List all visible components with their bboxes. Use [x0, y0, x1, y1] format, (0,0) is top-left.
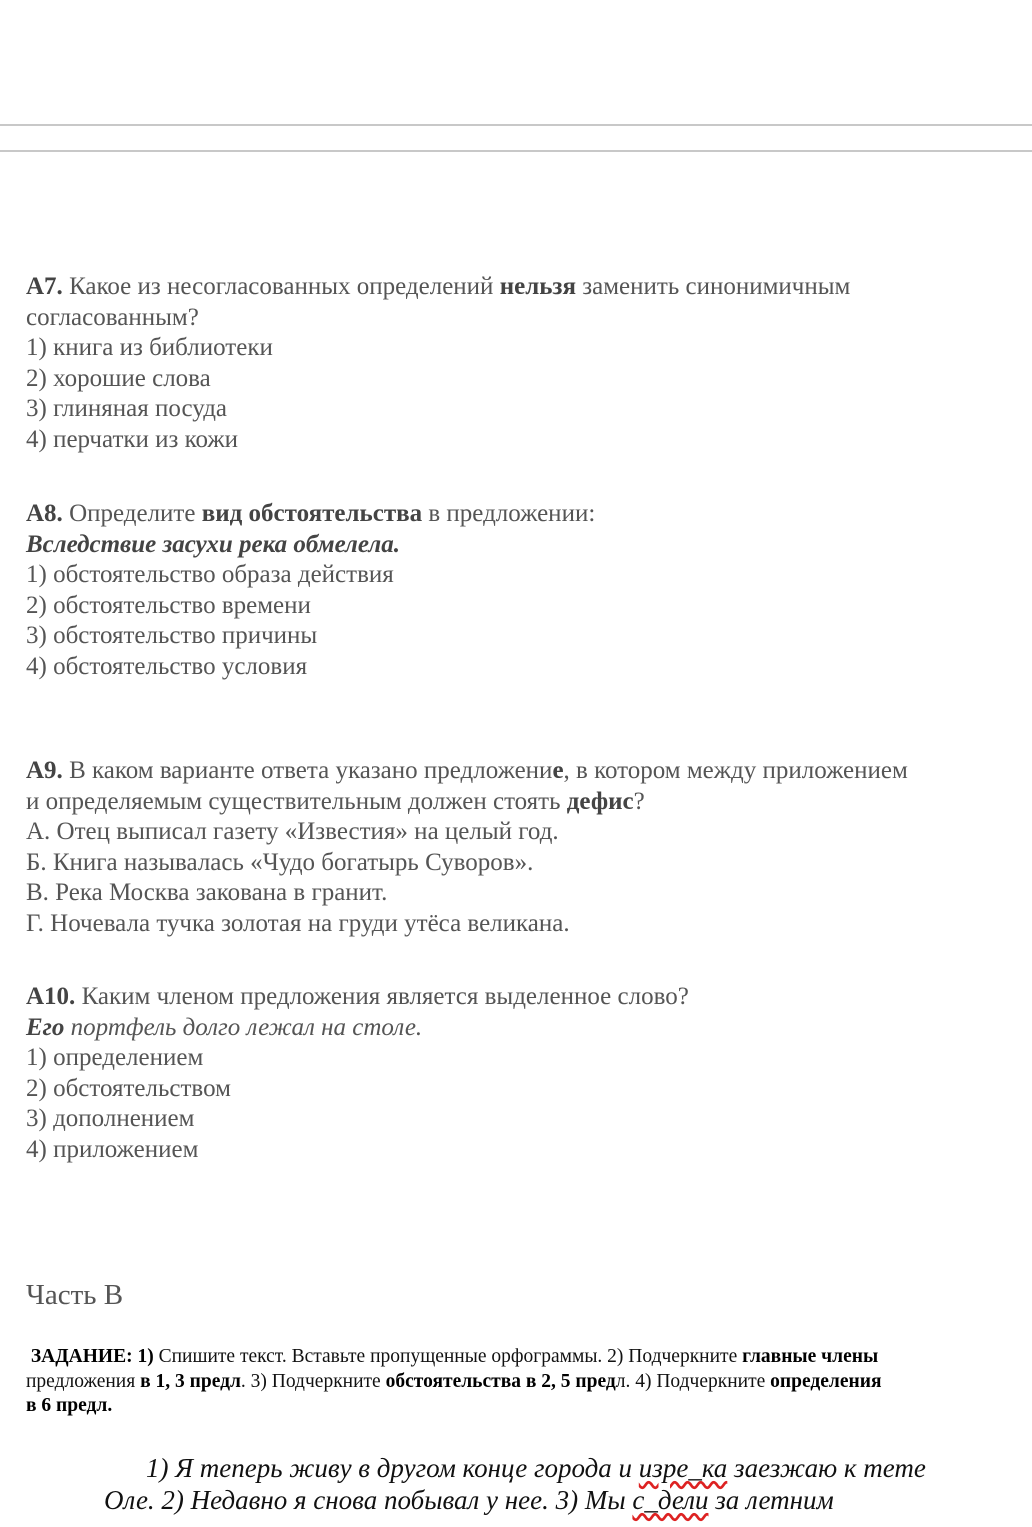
question-a9-prompt: А9. В каком варианте ответа указано предложение, в котором между приложением	[26, 757, 908, 784]
question-a8	[26, 499, 1026, 683]
option: 2) хорошие слова	[26, 364, 211, 392]
question-number: А7.	[26, 273, 63, 300]
question-a8-prompt: А8. Определите вид обстоятельства в предложении:	[26, 500, 596, 527]
highlighted-word: Его	[26, 1013, 65, 1041]
spellcheck-word: с_дели	[632, 1485, 709, 1515]
question-a7: А7. Какое из несогласованных определений нельзя заменить синонимичным согласованным? 1) книга из библиотеки 2) хорошие слова 3) глиняная посуда 4) перчатки из кожи	[26, 272, 1026, 456]
option: 3) глиняная посуда	[26, 395, 228, 423]
option: 2) обстоятельство времени	[26, 591, 311, 619]
question-a9: А9. В каком варианте ответа указано предложение, в котором между приложением и определяемым существительным должен стоять дефис? А. Отец выписал газету «Известия» на целый год. Б. Книга называлась «Чудо богатырь Суворов». В. Река Москва закована в гранит. Г. Ночевала тучка золотая на груди утёса великана.	[26, 756, 1026, 940]
option: 2) обстоятельством	[26, 1074, 231, 1102]
example-sentence: Его портфель долго лежал на столе.	[26, 1013, 423, 1041]
question-a10	[26, 982, 1026, 1166]
question-a10-prompt: А10. Каким членом предложения является выделенное слово?	[26, 983, 689, 1010]
spellcheck-word: изре_ка	[638, 1453, 728, 1483]
option: 1) определением	[26, 1044, 204, 1072]
question-a7-prompt: А7. Какое из несогласованных определений нельзя заменить синонимичным	[26, 273, 851, 300]
option: 4) приложением	[26, 1135, 199, 1163]
option: А. Отец выписал газету «Известия» на целый год.	[26, 818, 559, 846]
top-divider	[0, 124, 1032, 126]
question-number: А10.	[26, 983, 76, 1010]
task-instructions: ЗАДАНИЕ: 1) Спишите текст. Вставьте пропущенные орфограммы. 2) Подчеркните главные члены предложения в 1, 3 предл. 3) Подчеркните обстоятельства в 2, 5 предл. 4) Подчеркните определения в 6 предл.	[26, 1346, 882, 1416]
question-number: А9.	[26, 757, 63, 784]
option: 1) книга из библиотеки	[26, 334, 273, 362]
option: 3) дополнением	[26, 1105, 195, 1133]
option: 4) перчатки из кожи	[26, 425, 239, 453]
part-b-heading: Часть В	[26, 1279, 124, 1311]
option: Б. Книга называлась «Чудо богатырь Суворов».	[26, 848, 534, 876]
option: 4) обстоятельство условия	[26, 652, 308, 680]
option: В. Река Москва закована в гранит.	[26, 879, 388, 907]
example-sentence: Вследствие засухи река обмелела.	[26, 530, 400, 558]
option: Г. Ночевала тучка золотая на груди утёса великана.	[26, 909, 570, 937]
question-number: А8.	[26, 500, 63, 527]
option: 1) обстоятельство образа действия	[26, 561, 394, 589]
exercise-text: 1) Я теперь живу в другом конце города и изре_ка заезжаю к тете Оле. 2) Недавно я снова побывал у нее. 3) Мы с_дели за летним	[104, 1453, 926, 1515]
option: 3) обстоятельство причины	[26, 622, 318, 650]
second-divider	[0, 150, 1032, 152]
